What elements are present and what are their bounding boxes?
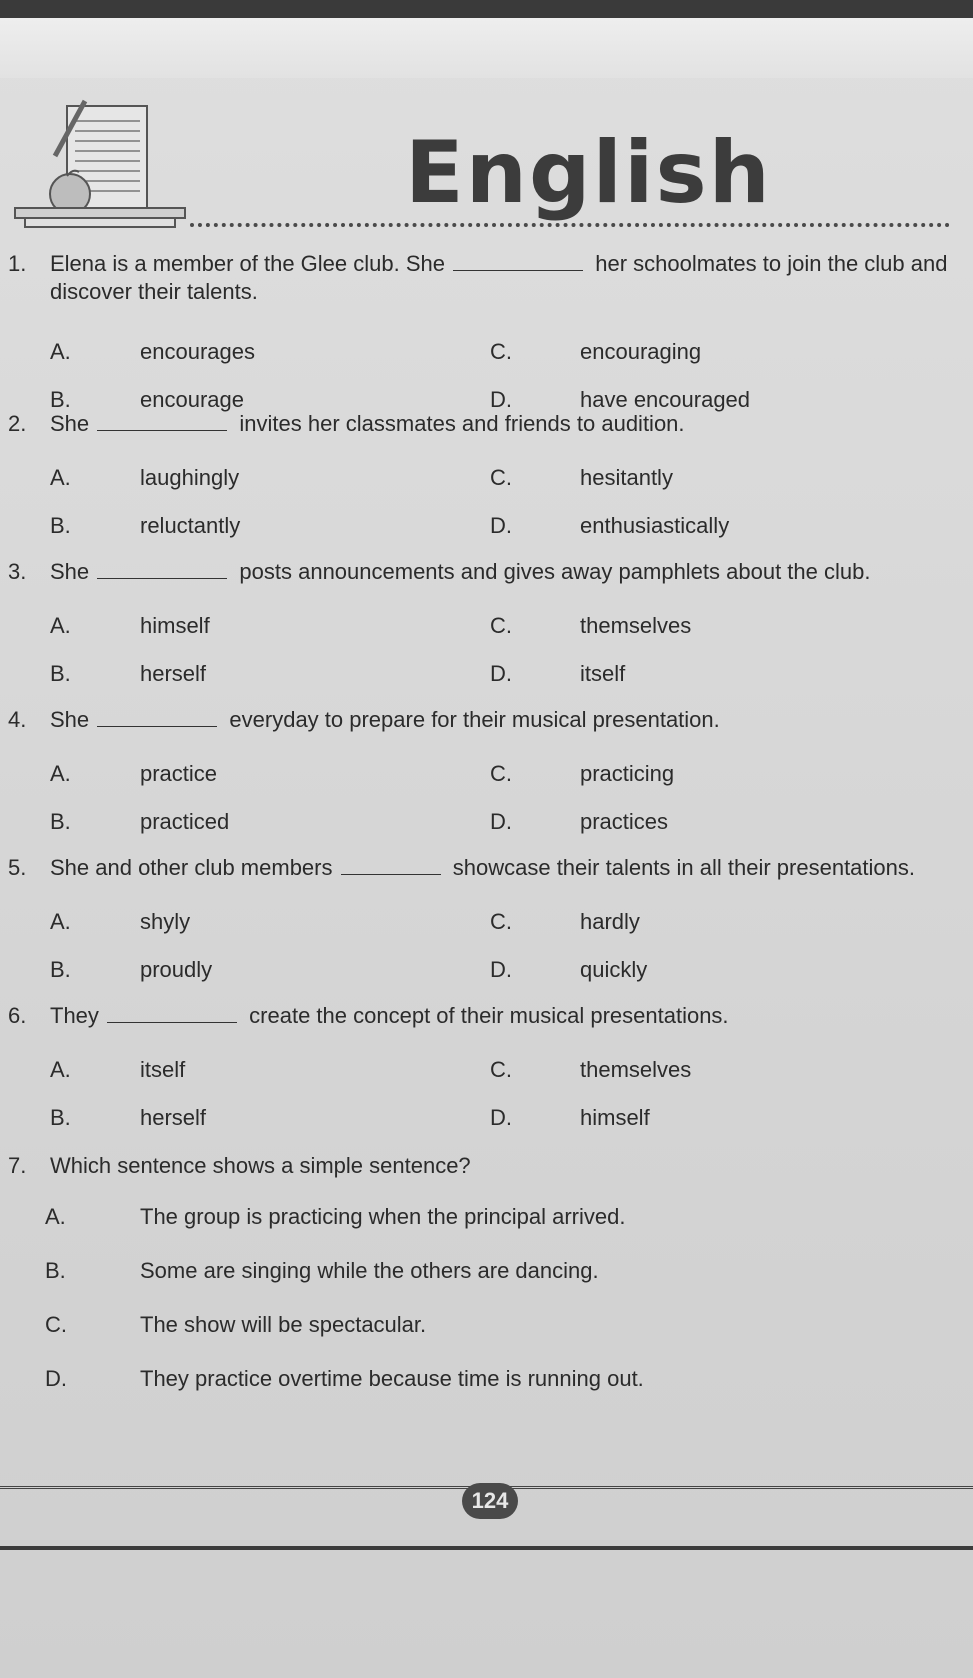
option-a[interactable] xyxy=(45,1190,973,1244)
option-text: practiced xyxy=(140,809,230,834)
option-text: The show will be spectacular. xyxy=(140,1312,427,1337)
option-text: The group is practicing when the principal arrived. xyxy=(140,1204,626,1229)
stem-before-blank: She xyxy=(50,559,90,584)
question-text: Which sentence shows a simple sentence? xyxy=(50,1153,471,1178)
question-6 xyxy=(0,1002,973,1152)
option-letter: C. xyxy=(490,909,512,934)
question-number: 1. xyxy=(8,251,27,276)
option-text: encourages xyxy=(140,339,255,364)
option-text: enthusiastically xyxy=(580,513,730,538)
stem-after-blank: her schoolmates to join the club and discover their talents. xyxy=(50,251,948,304)
option-letter: D. xyxy=(490,661,512,686)
option-text: Some are singing while the others are dancing. xyxy=(140,1258,599,1283)
books-apple-illustration xyxy=(5,96,195,236)
question-number: 5. xyxy=(8,855,27,880)
option-letter: B. xyxy=(50,387,71,412)
title-dotted-divider xyxy=(190,223,950,227)
question-4 xyxy=(0,706,973,854)
answer-blank[interactable] xyxy=(453,252,583,271)
option-b[interactable] xyxy=(45,1244,973,1298)
question-stem xyxy=(0,558,973,586)
option-b[interactable] xyxy=(50,946,490,994)
answer-options xyxy=(50,1046,973,1142)
option-text: laughingly xyxy=(140,465,240,490)
option-text: themselves xyxy=(580,1057,692,1082)
option-letter: A. xyxy=(50,613,71,638)
option-letter: D. xyxy=(490,809,512,834)
option-letter: D. xyxy=(45,1366,67,1391)
option-letter: B. xyxy=(50,809,71,834)
option-c[interactable] xyxy=(490,898,940,946)
answer-options xyxy=(50,750,973,846)
page-top-strip xyxy=(0,18,973,78)
answer-blank[interactable] xyxy=(107,1004,237,1023)
question-7 xyxy=(0,1152,973,1406)
question-stem xyxy=(0,410,973,438)
stem-before-blank: She xyxy=(50,707,90,732)
answer-blank[interactable] xyxy=(97,708,217,727)
option-text: They practice overtime because time is running out. xyxy=(140,1366,644,1391)
option-text: practicing xyxy=(580,761,675,786)
option-text: himself xyxy=(140,613,210,638)
question-text xyxy=(50,558,973,586)
option-letter: A. xyxy=(50,761,71,786)
question-stem xyxy=(0,1002,973,1030)
question-5 xyxy=(0,854,973,1002)
option-letter: C. xyxy=(490,339,512,364)
question-stem xyxy=(0,706,973,734)
stem-after-blank: invites her classmates and friends to audition. xyxy=(239,411,685,436)
option-text: herself xyxy=(140,1105,207,1130)
option-text: reluctantly xyxy=(140,513,241,538)
question-number: 2. xyxy=(8,411,27,436)
option-letter: A. xyxy=(50,1057,71,1082)
option-c[interactable] xyxy=(490,1046,940,1094)
option-letter: B. xyxy=(50,513,71,538)
stem-before-blank: They xyxy=(50,1003,99,1028)
answer-options xyxy=(50,602,973,698)
option-d[interactable] xyxy=(490,798,940,846)
option-b[interactable] xyxy=(50,650,490,698)
question-text xyxy=(50,410,973,438)
option-d[interactable] xyxy=(45,1352,973,1406)
option-c[interactable] xyxy=(490,454,940,502)
option-d[interactable] xyxy=(490,946,940,994)
option-letter: A. xyxy=(50,465,71,490)
question-text xyxy=(50,854,973,882)
question-stem xyxy=(0,854,973,882)
question-number: 3. xyxy=(8,559,27,584)
option-text: practices xyxy=(580,809,669,834)
option-letter: B. xyxy=(50,957,71,982)
question-text xyxy=(50,706,973,734)
option-letter: D. xyxy=(490,957,512,982)
option-c[interactable] xyxy=(490,602,940,650)
option-letter: C. xyxy=(490,465,512,490)
option-b[interactable] xyxy=(50,1094,490,1142)
answer-blank[interactable] xyxy=(341,856,441,875)
stem-before-blank: She and other club members xyxy=(50,855,333,880)
question-text xyxy=(50,250,973,306)
option-letter: A. xyxy=(45,1204,66,1229)
option-letter: A. xyxy=(50,909,71,934)
page-number-badge: 124 xyxy=(462,1483,518,1519)
option-letter: D. xyxy=(490,1105,512,1130)
option-letter: C. xyxy=(490,1057,512,1082)
option-d[interactable] xyxy=(490,650,940,698)
option-c[interactable] xyxy=(490,750,940,798)
question-number: 6. xyxy=(8,1003,27,1028)
option-letter: A. xyxy=(50,339,71,364)
option-c[interactable] xyxy=(45,1298,973,1352)
question-list xyxy=(0,250,973,1406)
page-title: English xyxy=(405,123,772,223)
stem-before-blank: Elena is a member of the Glee club. She xyxy=(50,251,445,276)
option-letter: C. xyxy=(490,761,512,786)
question-number: 4. xyxy=(8,707,27,732)
stem-after-blank: showcase their talents in all their presentations. xyxy=(452,855,915,880)
question-1 xyxy=(0,250,973,410)
option-a[interactable] xyxy=(50,328,490,376)
option-a[interactable] xyxy=(50,602,490,650)
question-2 xyxy=(0,410,973,558)
answer-options xyxy=(45,1190,973,1406)
option-letter: B. xyxy=(50,1105,71,1130)
option-text: quickly xyxy=(580,957,648,982)
option-c[interactable] xyxy=(490,328,940,376)
worksheet-page xyxy=(0,18,973,1678)
question-text xyxy=(50,1002,973,1030)
stem-before-blank: She xyxy=(50,411,90,436)
option-text: itself xyxy=(580,661,626,686)
option-a[interactable] xyxy=(50,898,490,946)
answer-blank[interactable] xyxy=(97,412,227,431)
option-d[interactable] xyxy=(490,502,940,550)
option-letter: C. xyxy=(490,613,512,638)
option-d[interactable] xyxy=(490,1094,940,1142)
option-text: shyly xyxy=(140,909,191,934)
option-text: itself xyxy=(140,1057,186,1082)
stem-after-blank: create the concept of their musical presentations. xyxy=(249,1003,729,1028)
answer-blank[interactable] xyxy=(97,560,227,579)
option-b[interactable] xyxy=(50,502,490,550)
option-text: themselves xyxy=(580,613,692,638)
option-text: encourage xyxy=(140,387,244,412)
option-text: encouraging xyxy=(580,339,702,364)
option-a[interactable] xyxy=(50,454,490,502)
option-letter: D. xyxy=(490,513,512,538)
footer-rule-bottom xyxy=(0,1546,973,1550)
option-text: proudly xyxy=(140,957,213,982)
question-stem xyxy=(0,1152,973,1180)
option-letter: B. xyxy=(50,661,71,686)
option-a[interactable] xyxy=(50,750,490,798)
option-text: hardly xyxy=(580,909,640,934)
option-text: hesitantly xyxy=(580,465,673,490)
stem-after-blank: everyday to prepare for their musical presentation. xyxy=(229,707,720,732)
answer-options xyxy=(50,454,973,550)
question-3 xyxy=(0,558,973,706)
option-text: practice xyxy=(140,761,218,786)
question-stem xyxy=(0,250,973,306)
option-b[interactable] xyxy=(50,798,490,846)
answer-options xyxy=(50,898,973,994)
question-number: 7. xyxy=(8,1153,27,1178)
stem-after-blank: posts announcements and gives away pamphlets about the club. xyxy=(239,559,871,584)
option-letter: D. xyxy=(490,387,512,412)
option-letter: B. xyxy=(45,1258,66,1283)
option-a[interactable] xyxy=(50,1046,490,1094)
option-text: have encouraged xyxy=(580,387,751,412)
option-letter: C. xyxy=(45,1312,67,1337)
option-text: herself xyxy=(140,661,207,686)
option-text: himself xyxy=(580,1105,650,1130)
